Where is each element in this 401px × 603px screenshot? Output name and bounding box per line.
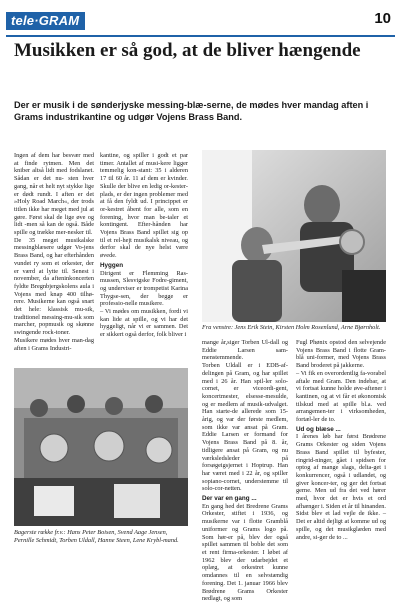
article-column-4 [296, 339, 386, 541]
band-photo-top [202, 150, 386, 322]
article-title: Musikken er så god, at de bliver hængende [14, 40, 361, 61]
column-4-text: Fugl Phønix opstod den selvejende Vojens Brass Band i flotte Gram-blå uni-former, med Vojens Brass Band broderet på jakkerne. – Vi fik en overordentlig fa-vorabel aftale med Gram. Den indebar, at vi fortsat kunne holde øve-aftener i kantinen, og at vi får et økonomisk tilskud med at spille bl.a. ved arrangemen-ter i virksomheden, fortæl-ler de to. [296, 339, 386, 424]
article-column-1 [14, 152, 94, 352]
column-4-text-b: I årenes løb har først Brødrene Grams Orkester og siden Vojens Brass Band spillet til byfester, ringrid-ninger, gået i spidsen for optog af mange slags, delta-get i konkurrencer, også i udlandet, og giver koncer-ter, og ger det fortsat gerne. Men ud fra det ved hører med, hvor det er hvis et ord afhænger i. Siden et år til hinanden. Sidst blev et lad vejle de ikke. – Det er altid dejligt at komme ud og spille, og det musikglæden med andre, si-ger de to ... [296, 433, 386, 541]
top-photo-caption: Fra venstre: Jens Erik Stein, Kirsten Holm Rosenlund, Arne Bjørnholt. [202, 324, 381, 331]
header-rule [6, 35, 395, 37]
band-photo-bottom-image [14, 368, 188, 526]
page-number: 10 [374, 10, 391, 27]
column-4-subheading: Ud og blæse ... [296, 425, 341, 433]
column-2-subheading: Hyggen [100, 261, 124, 269]
page-header [0, 0, 401, 38]
column-3-text: mange år,siger Torben Ul-dall og Eddie Larsen sam-menstemmende. Torben Uldall er i EDB-af-delingen på Gram, og har spillet med i 26 år. Han spil-ler solo-cornet, er viceordi-gent, koncertmester, elsesse-mesulde, og er medlem af musik-udvalget. Han starte-de allerede som 15-årig, og var der første medlem, som ikke var ansat på Gram. Eddie Larsen er formand for Vojens Brass Band på 8. år, tidligere ansat på Gram, og nu værksledsleder på forsøgeigsjernet i Hoptrup. Han har været med i 22 år, og spiller sopiano-cornet, understemme til solo-cor-netten. [202, 339, 288, 493]
bottom-photo-caption: Bagerste række fr.v.: Hans Peter Boisen, Svend Aage Jensen, Pernille Schmidt, Torben Uldall, Hanne Steen, Lene Krybl-mand. [14, 529, 179, 544]
article-column-2 [100, 152, 188, 339]
column-2-text-b: Dirigent er Flemming Ras-mussen, Slesvigske Fodre-giment, og underviser er trompetist Karina Thygse-sen, der begge er professio-nelle musikere. – Vi mødes om musikken, fordi vi kan lide at spille, og vi har det hyggeligt, når vi er sammen. Det er sikkert også derfor, folk bliver i [100, 269, 188, 339]
column-1-text: Ingen af dem har besvær med at finde rytmen. Men det kniber altså lidt med fodslanet. Sådan er det nu- sten hver gang, når et helt nyt stykke lige er dødt rundt. I aften er det »Holy Road March«, der trods titlen ikke har meget med jul at gøre. Først skal de lige øve og lidt -men så kan de også. Både spille og trække mer-nesker til. De 35 meget musikalske messingblæsere udgør Vo-jens Brass Band, og har efterhånden vundet ry som et orkester, der er værd at lytte til. Senest i november, da afteninkoncerten fyldte Bregnbjergskolens aula i Vojens med knap 400 tilhø-rere. Musikerne kan også snart det hele: klassisk mu-sik, traditionel messing-mu-sik som marcher, popmusik og skønne swingende rock-toner. Musikere mødes hver man-dag aften i Grams Industri- [14, 152, 94, 352]
band-photo-top-image [202, 150, 386, 322]
column-2-text: kantine, og spiller i godt et par timer. Antallet af musi-kere ligger temmelig kon-stant: 35 i alderen 17 til 60 år. 11 af dem er kvinder. Skulle der blive en ledig or-kester-plads, er der ingen problemer med at få den fyldt ud. I princippet er or-kestret åbent for alle, som en forening, hvor man be-taler et kontingent. Efter-hånden har Vojens Brass Band spillet sig op til et rel-hejt musikalsk niveau, og derfor skal de nye helst være øvede. [100, 152, 188, 260]
article-lead: Der er musik i de sønderjyske messing-blæ-serne, de mødes hver mandag aften i Grams industrikantine og udgør Vojens Brass Band. [14, 100, 369, 122]
article-column-3 [202, 339, 288, 603]
band-photo-bottom [14, 368, 188, 526]
column-3-text-b: En gang hed det Bredrene Grams Orkester, stiftet i 1936, og musikerne var i flotte Gramblå uniformer og Grams logo på. Som hør-er på, blev der også spillet sammen til boble det som et rent firma-orkester. I løbet af 1962 blev der udarbejdet et oplæg, at orkestret kunne omdannes til en selvstændig forening. Det 1. januar 1966 blev Brødrene Grams Orkester nedlagt, og som [202, 502, 288, 603]
brand-logo: tele·GRAM [6, 12, 85, 30]
column-3-subheading: Der var en gang ... [202, 495, 257, 503]
